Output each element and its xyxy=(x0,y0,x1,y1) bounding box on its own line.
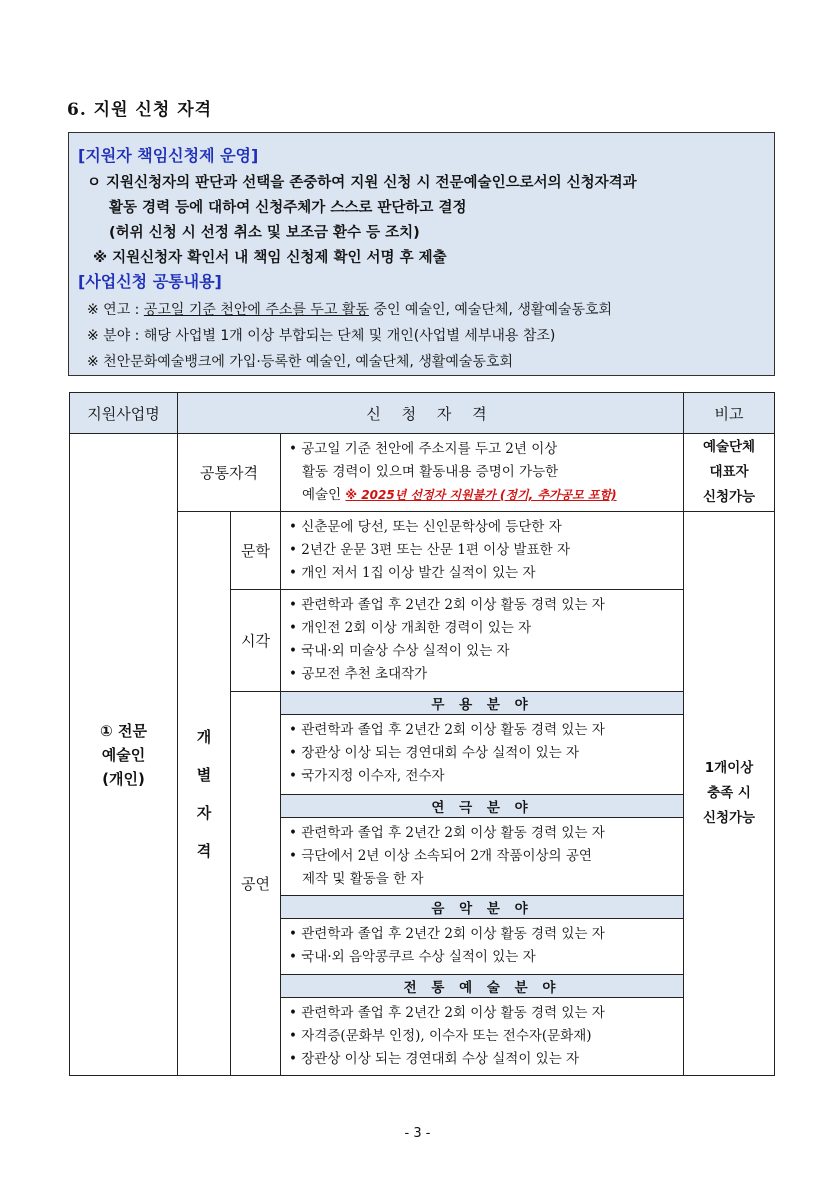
common1-prefix: ※ 연고 : xyxy=(87,302,144,318)
common-qual-content xyxy=(281,434,684,512)
music-item: • 국내·외 음악콩쿠르 수상 실적이 있는 자 xyxy=(289,949,536,965)
common-line3 xyxy=(289,484,677,507)
common1-underline: 공고일 기준 천안에 주소를 두고 활동 xyxy=(143,302,369,318)
individual-note-line2: 충족 시 xyxy=(707,785,751,801)
dance-item: • 관련학과 졸업 후 2년간 2회 이상 활동 경력 있는 자 xyxy=(289,722,605,738)
notice-item1-line1: ㅇ 지원신청자의 판단과 선택을 존중하여 지원 신청 시 전문예술인으로서의 신청자격과 xyxy=(87,175,637,191)
music-field-header: 음 악 분 야 xyxy=(281,896,684,919)
literature-item: • 2년간 운문 3편 또는 산문 1편 이상 발표한 자 xyxy=(289,542,571,558)
visual-item: • 관련학과 졸업 후 2년간 2회 이상 활동 경력 있는 자 xyxy=(289,597,605,613)
program-line2: 예술인 xyxy=(101,745,146,764)
theater-item: • 관련학과 졸업 후 2년간 2회 이상 활동 경력 있는 자 xyxy=(289,825,605,841)
header-program: 지원사업명 xyxy=(70,393,178,434)
notice-item1-line2: 활동 경력 등에 대하여 신청주체가 스스로 판단하고 결정 xyxy=(109,200,467,216)
dance-item: • 국가지정 이수자, 전수자 xyxy=(289,768,445,784)
individual-char-3: 자 xyxy=(196,803,212,822)
literature-item: • 신춘문에 당선, 또는 신인문학상에 등단한 자 xyxy=(289,519,562,535)
common1-suffix: 중인 예술인, 예술단체, 생활예술동호회 xyxy=(368,302,613,318)
notice-common2: ※ 분야 : 해당 사업별 1개 이상 부합되는 단체 및 개인(사업별 세부내용 참조) xyxy=(87,328,556,344)
program-name xyxy=(70,434,178,1076)
theater-item-cont: 제작 및 활동을 한 자 xyxy=(302,871,424,887)
traditional-field-header: 전 통 예 술 분 야 xyxy=(281,975,684,998)
literature-label: 문학 xyxy=(231,512,281,590)
traditional-item: • 관련학과 졸업 후 2년간 2회 이상 활동 경력 있는 자 xyxy=(289,1005,605,1021)
common-note-line2: 대표자 xyxy=(709,464,749,480)
performance-label: 공연 xyxy=(231,692,281,1076)
dance-item: • 장관상 이상 되는 경연대회 수상 실적이 있는 자 xyxy=(289,745,580,761)
common-note-line3: 신청가능 xyxy=(702,489,756,505)
individual-qual-label xyxy=(178,512,231,1076)
individual-char-4: 격 xyxy=(196,841,212,860)
program-line3: (개인) xyxy=(102,769,145,788)
music-content xyxy=(281,919,684,975)
common-line2: 활동 경력이 있으며 활동내용 증명이 가능한 xyxy=(302,464,559,480)
dance-content xyxy=(281,715,684,795)
common-note xyxy=(684,434,775,512)
traditional-content xyxy=(281,998,684,1076)
individual-note-line1: 1개이상 xyxy=(704,760,754,776)
qualification-table xyxy=(69,392,775,1076)
individual-char-2: 별 xyxy=(196,765,212,784)
individual-note xyxy=(684,512,775,1076)
notice-item1-line3: (허위 신청 시 선정 취소 및 보조금 환수 등 조치) xyxy=(109,225,420,241)
individual-note-line3: 신청가능 xyxy=(702,810,756,826)
visual-item: • 개인전 2회 이상 개최한 경력이 있는 자 xyxy=(289,620,532,636)
individual-char-1: 개 xyxy=(196,727,212,746)
dance-field-header: 무 용 분 야 xyxy=(281,692,684,715)
page-number: - 3 - xyxy=(404,1126,431,1141)
theater-item: • 극단에서 2년 이상 소속되어 2개 작품이상의 공연 xyxy=(289,848,592,864)
section-title: 6. 지원 신청 자격 xyxy=(67,100,213,120)
notice-heading-responsibility: [지원자 책임신청제 운영] xyxy=(78,146,259,165)
theater-field-header: 연 극 분 야 xyxy=(281,795,684,818)
visual-item: • 공모전 추천 초대작가 xyxy=(289,666,428,682)
visual-label: 시각 xyxy=(231,590,281,692)
literature-item: • 개인 저서 1집 이상 발간 실적이 있는 자 xyxy=(289,565,536,581)
notice-common3: ※ 천안문화예술뱅크에 가입·등록한 예술인, 예술단체, 생활예술동호회 xyxy=(87,354,514,370)
common-note-line1: 예술단체 xyxy=(702,439,756,455)
notice-heading-common: [사업신청 공통내용] xyxy=(78,272,222,291)
notice-box xyxy=(68,132,775,376)
common-exclusion-note: ※ 2025년 선정자 지원불가 (정기, 추가공모 포함) xyxy=(345,488,617,502)
header-qualification: 신 청 자 격 xyxy=(178,393,684,434)
common-qual-label: 공통자격 xyxy=(178,434,281,512)
common-line3-prefix: 예술인 xyxy=(302,487,346,503)
literature-content xyxy=(281,512,684,590)
notice-item2: ※ 지원신청자 확인서 내 책임 신청제 확인 서명 후 제출 xyxy=(93,250,447,266)
music-item: • 관련학과 졸업 후 2년간 2회 이상 활동 경력 있는 자 xyxy=(289,926,605,942)
visual-item: • 국내·외 미술상 수상 실적이 있는 자 xyxy=(289,643,510,659)
program-line1: ① 전문 xyxy=(100,721,147,740)
traditional-item: • 자격증(문화부 인정), 이수자 또는 전수자(문화재) xyxy=(289,1028,592,1044)
traditional-item: • 장관상 이상 되는 경연대회 수상 실적이 있는 자 xyxy=(289,1051,580,1067)
common-line1: • 공고일 기준 천안에 주소지를 두고 2년 이상 xyxy=(289,441,558,457)
notice-common1 xyxy=(87,299,612,319)
theater-content xyxy=(281,818,684,896)
visual-content xyxy=(281,590,684,692)
header-note: 비고 xyxy=(684,393,775,434)
